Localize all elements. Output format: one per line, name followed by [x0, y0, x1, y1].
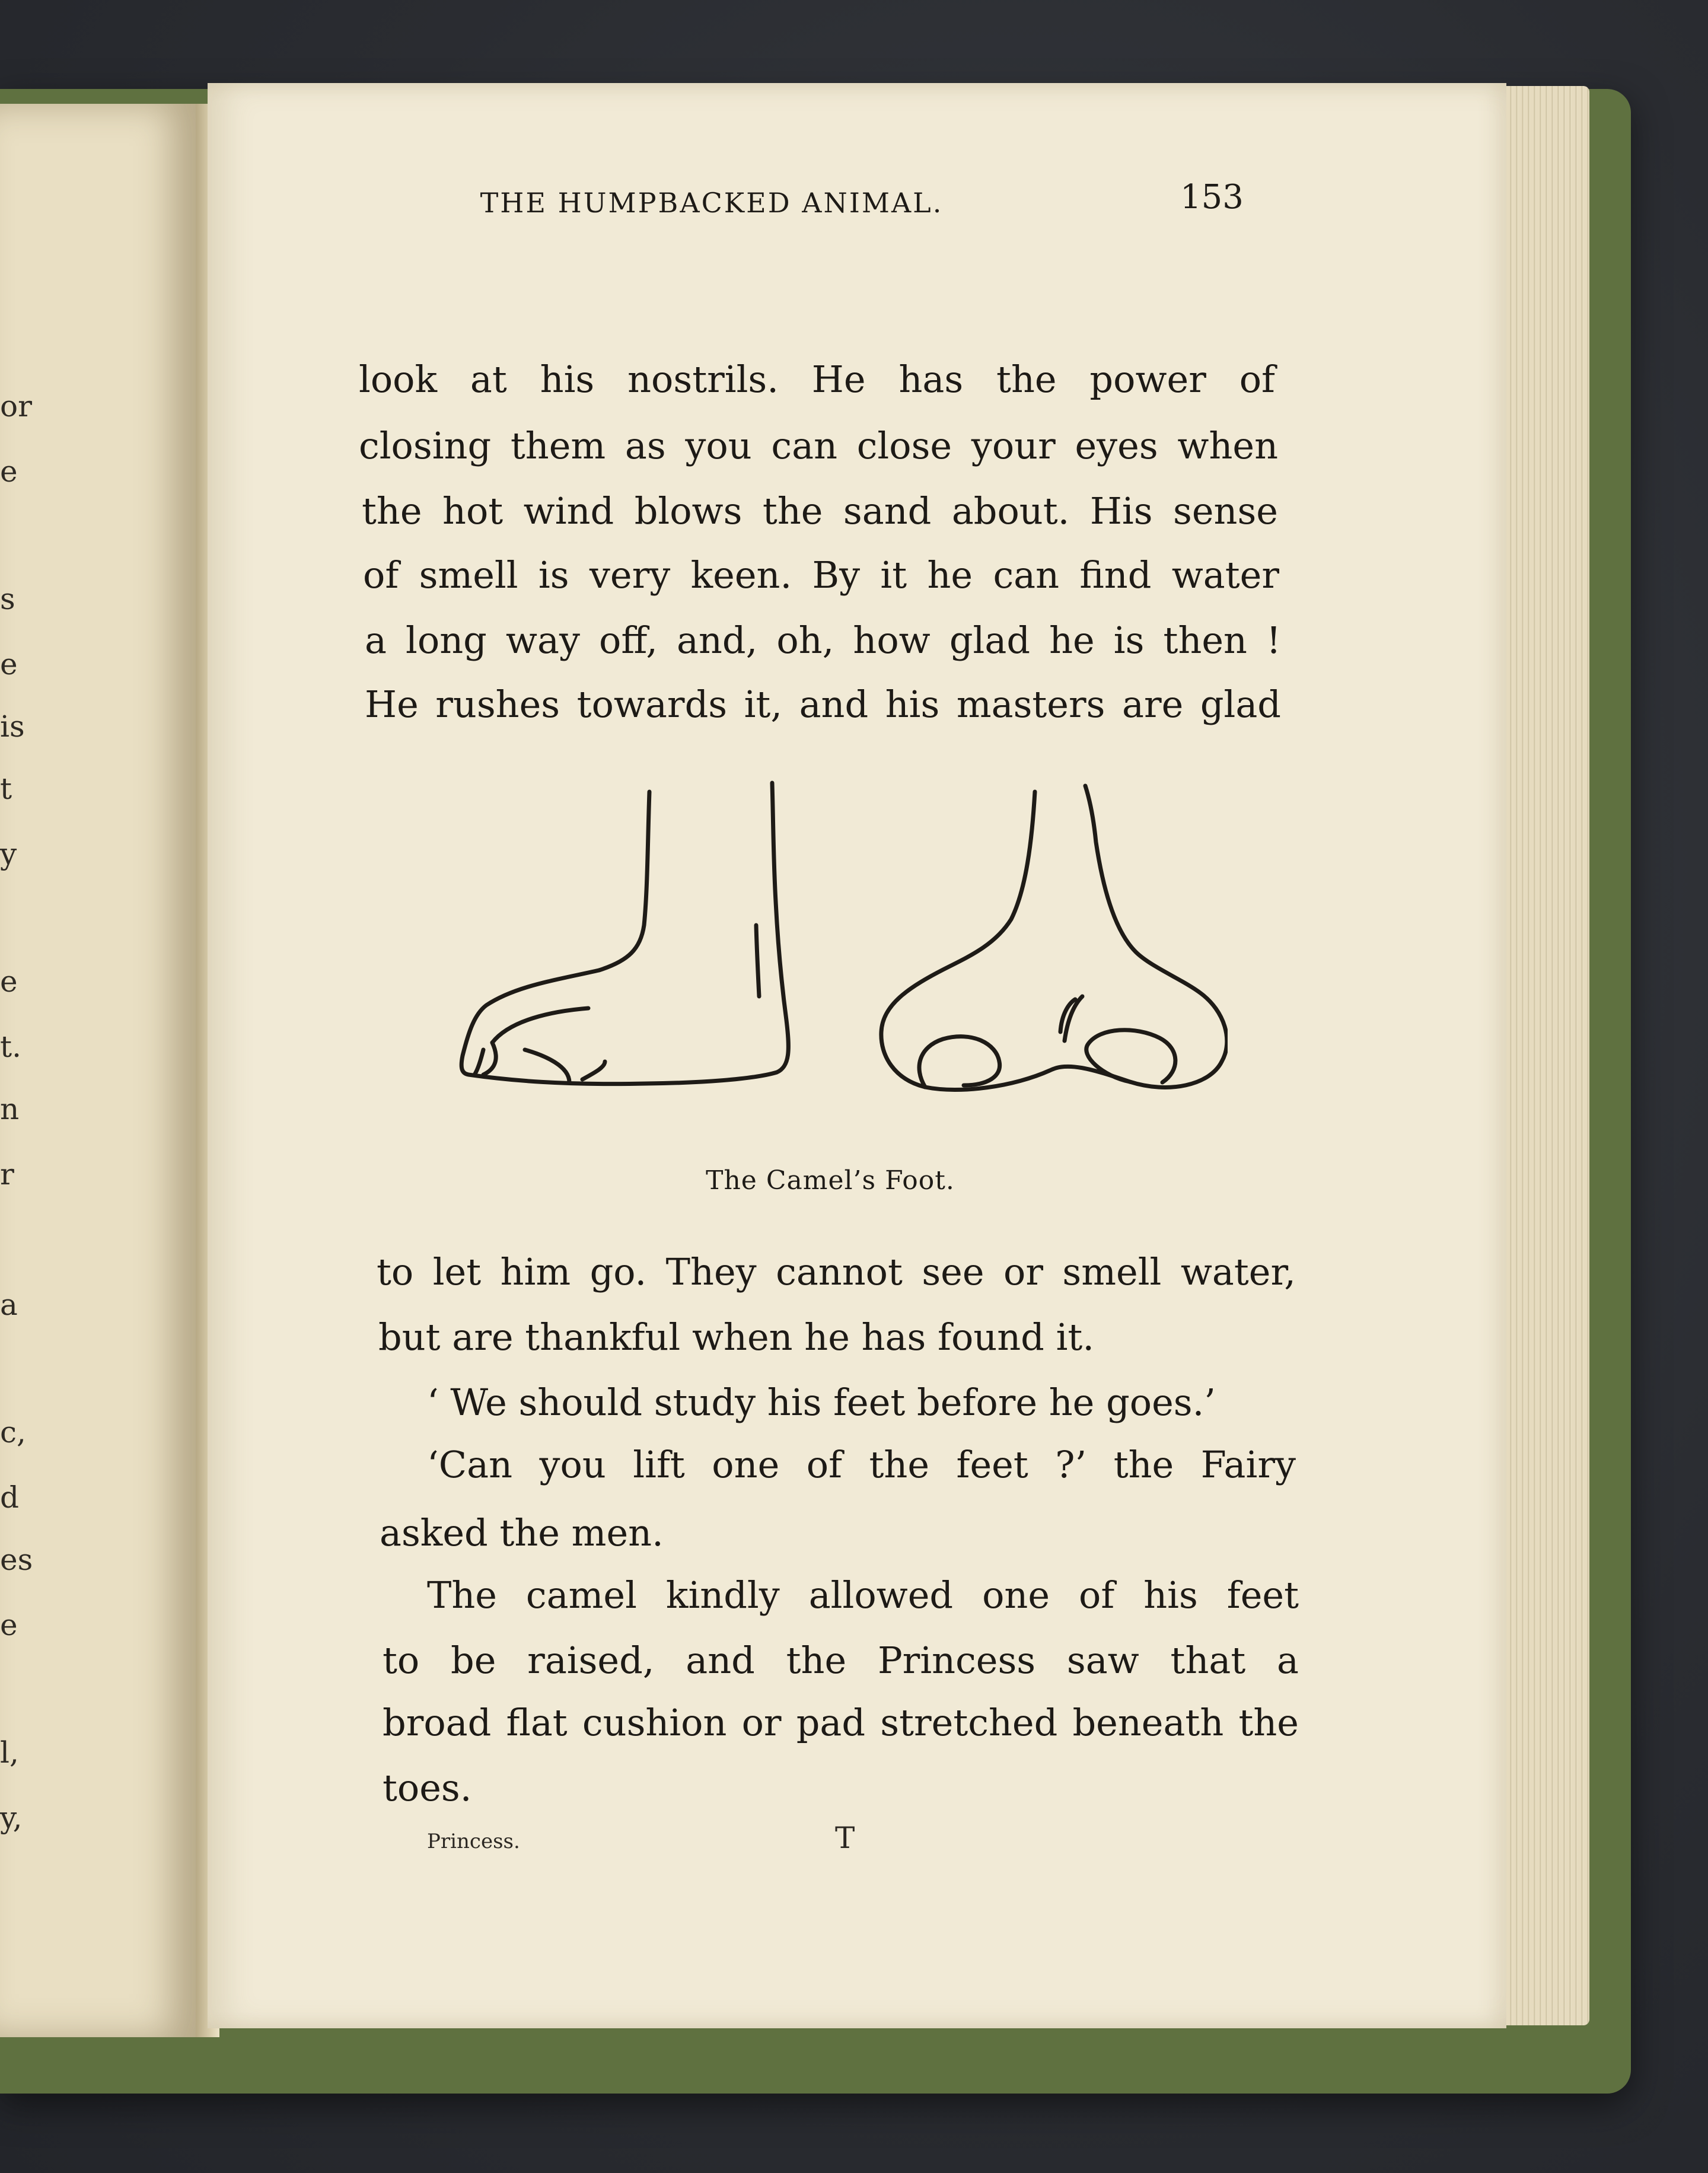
running-title: THE HUMPBACKED ANIMAL.	[480, 187, 944, 219]
left-page-fragment: n	[0, 1092, 20, 1126]
left-page-fragment: t.	[0, 1030, 21, 1064]
text-line: look at his nostrils. He has the power of	[359, 358, 1275, 401]
left-page-fragment: r	[0, 1157, 14, 1191]
foot-side-view	[461, 783, 788, 1084]
left-page-fragment: d	[0, 1480, 20, 1515]
left-page-fragment: or	[0, 389, 33, 423]
text-line: ‘Can you lift one of the feet ?’ the Fairy	[427, 1443, 1296, 1486]
left-page-fragment: e	[0, 647, 18, 681]
text-line: but are thankful when he has found it.	[378, 1315, 1095, 1359]
signature-mark: Princess.	[427, 1830, 520, 1853]
text-line: to be raised, and the Princess saw that a	[383, 1639, 1299, 1682]
text-line: The camel kindly allowed one of his feet	[427, 1573, 1299, 1617]
left-page-fragment: e	[0, 964, 18, 999]
left-page	[0, 104, 196, 2037]
text-line: asked the men.	[380, 1511, 664, 1554]
left-page-fragment: e	[0, 454, 18, 489]
left-page-fragment: c,	[0, 1415, 26, 1449]
left-page-fragment: a	[0, 1288, 18, 1322]
page-number: 153	[1180, 178, 1244, 216]
figure-caption: The Camel’s Foot.	[706, 1165, 955, 1196]
camel-foot-illustration	[427, 771, 1228, 1162]
left-page-fragment: e	[0, 1608, 18, 1642]
text-line: broad flat cushion or pad stretched beneath the	[383, 1701, 1299, 1744]
text-line: the hot wind blows the sand about. His sense	[362, 489, 1278, 533]
text-line: to let him go. They cannot see or smell water,	[377, 1250, 1296, 1293]
left-page-fragment: y	[0, 837, 17, 871]
text-line: of smell is very keen. By it he can find water	[363, 553, 1279, 597]
left-page-fragment: t	[0, 772, 12, 806]
gathering-mark: T	[835, 1821, 855, 1855]
left-page-fragment: is	[0, 709, 25, 744]
text-line: He rushes towards it, and his masters are glad	[365, 683, 1281, 726]
left-page-fragment: y,	[0, 1801, 23, 1835]
text-line: a long way off, and, oh, how glad he is then !	[365, 619, 1281, 662]
text-line: closing them as you can close your eyes when	[359, 424, 1278, 467]
text-line: ‘ We should study his feet before he goes.’	[427, 1381, 1216, 1424]
left-page-fragment: s	[0, 582, 15, 616]
left-page-fragment: l,	[0, 1735, 19, 1770]
text-line: toes.	[383, 1766, 472, 1809]
left-page-fragment: es	[0, 1543, 33, 1577]
